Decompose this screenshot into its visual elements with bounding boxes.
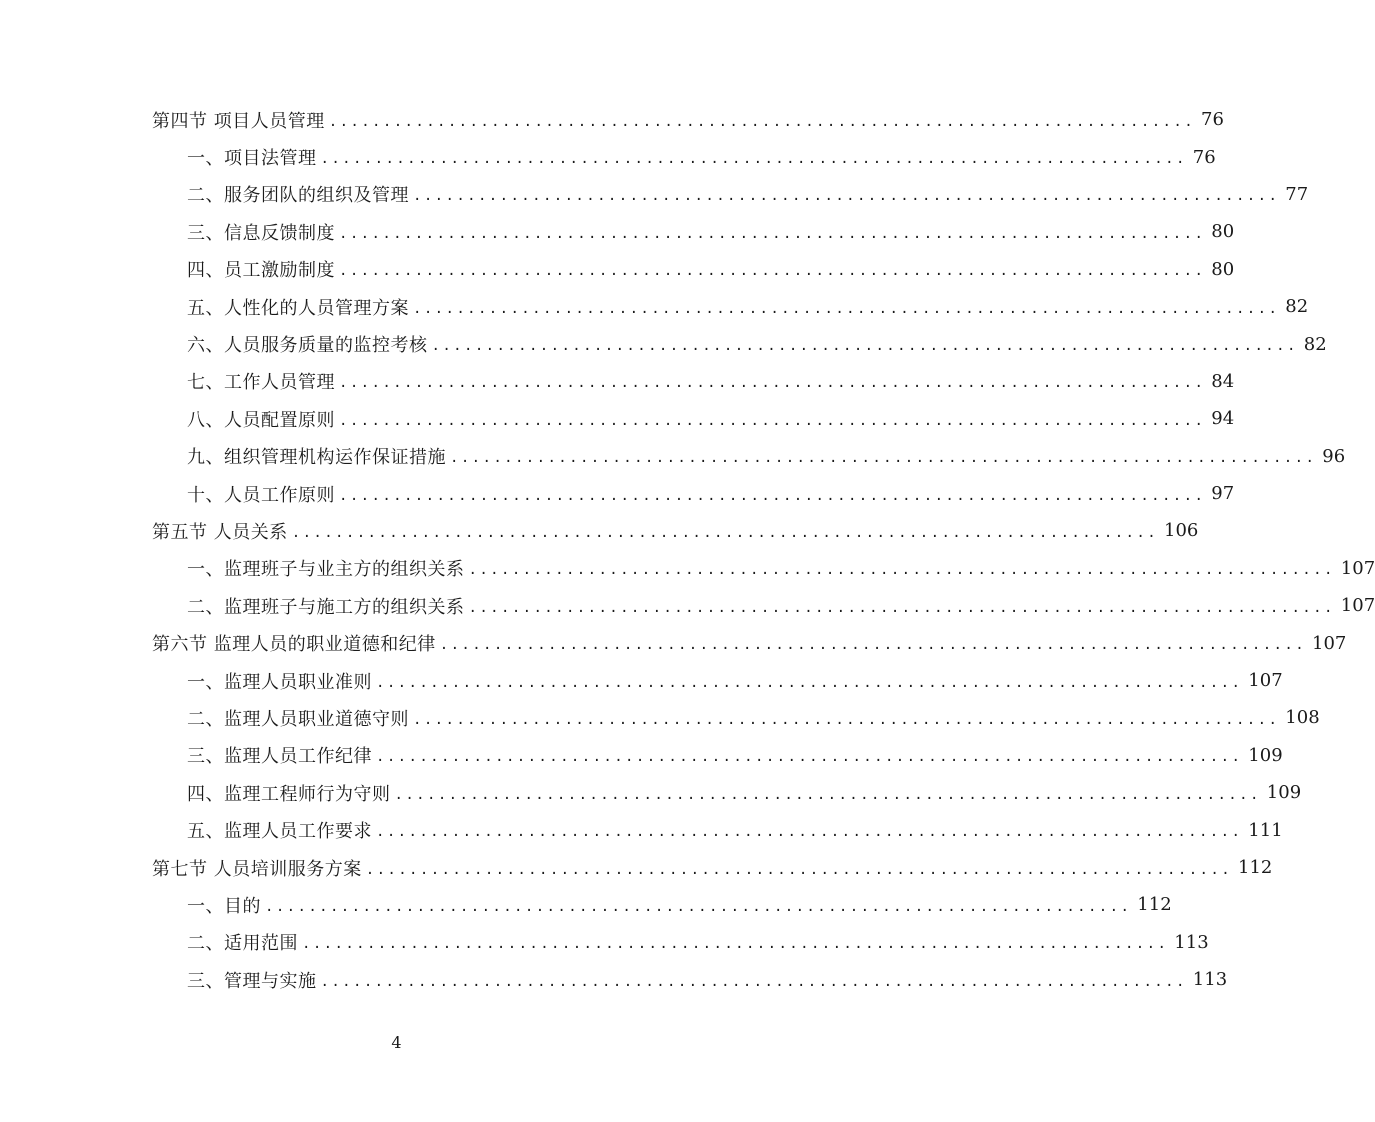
toc-subsection-entry[interactable] bbox=[0, 811, 1283, 848]
toc-subsection-entry[interactable] bbox=[0, 699, 1320, 736]
toc-dot-leader: ................................................................................ bbox=[365, 861, 1233, 878]
toc-section-entry[interactable] bbox=[0, 624, 1347, 661]
toc-entry-page: 97 bbox=[1211, 483, 1235, 505]
toc-dot-leader: ................................................................................ bbox=[468, 562, 1335, 579]
toc-entry-page: 76 bbox=[1192, 146, 1216, 168]
toc-entry-title: 七、工作人员管理 bbox=[187, 372, 335, 394]
toc-entry-title: 五、人性化的人员管理方案 bbox=[187, 297, 409, 319]
toc-subsection-entry[interactable] bbox=[0, 138, 1216, 175]
toc-entry-page: 76 bbox=[1201, 109, 1224, 131]
toc-entry-title: 二、适用范围 bbox=[187, 933, 298, 955]
toc-entry-page: 113 bbox=[1192, 969, 1228, 991]
toc-entry-title: 一、监理人员职业准则 bbox=[187, 671, 372, 693]
table-of-contents bbox=[0, 101, 1375, 998]
toc-subsection-entry[interactable] bbox=[0, 961, 1228, 998]
toc-subsection-entry[interactable] bbox=[0, 363, 1235, 400]
toc-entry-title: 三、管理与实施 bbox=[187, 970, 317, 992]
toc-entry-title: 第六节 监理人员的职业道德和纪律 bbox=[152, 634, 436, 656]
toc-dot-leader: ................................................................................ bbox=[376, 749, 1243, 766]
toc-entry-title: 一、目的 bbox=[187, 895, 261, 917]
toc-dot-leader: ................................................................................ bbox=[328, 113, 1196, 130]
toc-subsection-entry[interactable] bbox=[0, 662, 1283, 699]
toc-subsection-entry[interactable] bbox=[0, 213, 1235, 250]
toc-section-entry[interactable] bbox=[0, 849, 1273, 886]
toc-entry-title: 一、项目法管理 bbox=[187, 148, 317, 170]
toc-dot-leader: ................................................................................ bbox=[291, 524, 1159, 541]
toc-dot-leader: ................................................................................ bbox=[339, 412, 1206, 429]
toc-entry-title: 二、服务团队的组织及管理 bbox=[187, 185, 409, 207]
toc-dot-leader: ................................................................................ bbox=[339, 375, 1206, 392]
toc-entry-page: 109 bbox=[1266, 782, 1302, 804]
toc-dot-leader: ................................................................................ bbox=[339, 487, 1206, 504]
toc-entry-page: 112 bbox=[1238, 857, 1273, 878]
toc-subsection-entry[interactable] bbox=[0, 737, 1283, 774]
toc-subsection-entry[interactable] bbox=[0, 438, 1346, 475]
toc-dot-leader: ................................................................................ bbox=[439, 637, 1307, 654]
toc-subsection-entry[interactable] bbox=[0, 550, 1375, 587]
toc-entry-page: 107 bbox=[1312, 632, 1347, 654]
toc-dot-leader: ................................................................................ bbox=[339, 263, 1206, 280]
toc-entry-title: 第四节 项目人员管理 bbox=[152, 110, 325, 132]
toc-dot-leader: ................................................................................ bbox=[376, 824, 1243, 841]
toc-dot-leader: ................................................................................ bbox=[339, 225, 1206, 242]
toc-entry-title: 六、人员服务质量的监控考核 bbox=[187, 335, 428, 357]
toc-entry-page: 106 bbox=[1164, 520, 1199, 542]
toc-entry-title: 第五节 人员关系 bbox=[152, 521, 288, 543]
toc-entry-page: 80 bbox=[1211, 258, 1235, 280]
toc-dot-leader: ................................................................................ bbox=[413, 188, 1280, 205]
toc-entry-page: 77 bbox=[1285, 183, 1309, 205]
toc-entry-page: 112 bbox=[1137, 894, 1172, 916]
toc-dot-leader: ................................................................................ bbox=[302, 936, 1169, 953]
toc-dot-leader: ................................................................................ bbox=[431, 338, 1298, 355]
toc-entry-title: 二、监理班子与施工方的组织关系 bbox=[187, 596, 465, 618]
toc-subsection-entry[interactable] bbox=[0, 288, 1309, 325]
toc-dot-leader: ................................................................................ bbox=[450, 450, 1317, 467]
page-number: 4 bbox=[391, 1033, 402, 1052]
toc-dot-leader: ................................................................................ bbox=[413, 711, 1280, 728]
toc-entry-page: 94 bbox=[1211, 408, 1235, 430]
toc-entry-title: 八、人员配置原则 bbox=[187, 409, 335, 431]
toc-entry-title: 四、监理工程师行为守则 bbox=[187, 783, 391, 805]
toc-section-entry[interactable] bbox=[0, 101, 1224, 138]
toc-entry-page: 107 bbox=[1248, 670, 1283, 692]
toc-dot-leader: ................................................................................ bbox=[265, 898, 1132, 915]
toc-entry-title: 一、监理班子与业主方的组织关系 bbox=[187, 559, 465, 581]
toc-dot-leader: ................................................................................ bbox=[320, 973, 1187, 990]
toc-subsection-entry[interactable] bbox=[0, 176, 1309, 213]
toc-entry-page: 113 bbox=[1174, 931, 1209, 953]
toc-subsection-entry[interactable] bbox=[0, 924, 1209, 961]
toc-entry-title: 第七节 人员培训服务方案 bbox=[152, 858, 362, 880]
toc-entry-title: 三、信息反馈制度 bbox=[187, 222, 335, 244]
toc-subsection-entry[interactable] bbox=[0, 400, 1235, 437]
toc-entry-page: 80 bbox=[1211, 221, 1235, 243]
toc-entry-title: 二、监理人员职业道德守则 bbox=[187, 708, 409, 730]
toc-subsection-entry[interactable] bbox=[0, 475, 1235, 512]
toc-entry-page: 107 bbox=[1340, 595, 1375, 617]
toc-subsection-entry[interactable] bbox=[0, 886, 1172, 923]
toc-dot-leader: ................................................................................ bbox=[394, 786, 1261, 803]
toc-dot-leader: ................................................................................ bbox=[468, 599, 1335, 616]
toc-entry-page: 82 bbox=[1285, 296, 1309, 318]
toc-entry-page: 84 bbox=[1211, 370, 1235, 392]
toc-entry-title: 十、人员工作原则 bbox=[187, 484, 335, 506]
toc-entry-page: 96 bbox=[1322, 445, 1346, 467]
toc-dot-leader: ................................................................................ bbox=[413, 300, 1280, 317]
toc-subsection-entry[interactable] bbox=[0, 325, 1327, 362]
toc-subsection-entry[interactable] bbox=[0, 774, 1302, 811]
toc-entry-title: 九、组织管理机构运作保证措施 bbox=[187, 447, 446, 469]
toc-entry-page: 108 bbox=[1285, 707, 1320, 729]
toc-entry-page: 82 bbox=[1303, 333, 1327, 355]
toc-subsection-entry[interactable] bbox=[0, 251, 1235, 288]
toc-section-entry[interactable] bbox=[0, 512, 1199, 549]
toc-dot-leader: ................................................................................ bbox=[376, 674, 1243, 691]
toc-dot-leader: ................................................................................ bbox=[320, 151, 1187, 168]
toc-entry-title: 五、监理人员工作要求 bbox=[187, 821, 372, 843]
toc-entry-page: 111 bbox=[1248, 819, 1283, 841]
toc-subsection-entry[interactable] bbox=[0, 587, 1375, 624]
toc-entry-title: 四、员工激励制度 bbox=[187, 260, 335, 282]
toc-entry-page: 109 bbox=[1248, 744, 1283, 766]
toc-entry-title: 三、监理人员工作纪律 bbox=[187, 746, 372, 768]
toc-entry-page: 107 bbox=[1340, 557, 1375, 579]
